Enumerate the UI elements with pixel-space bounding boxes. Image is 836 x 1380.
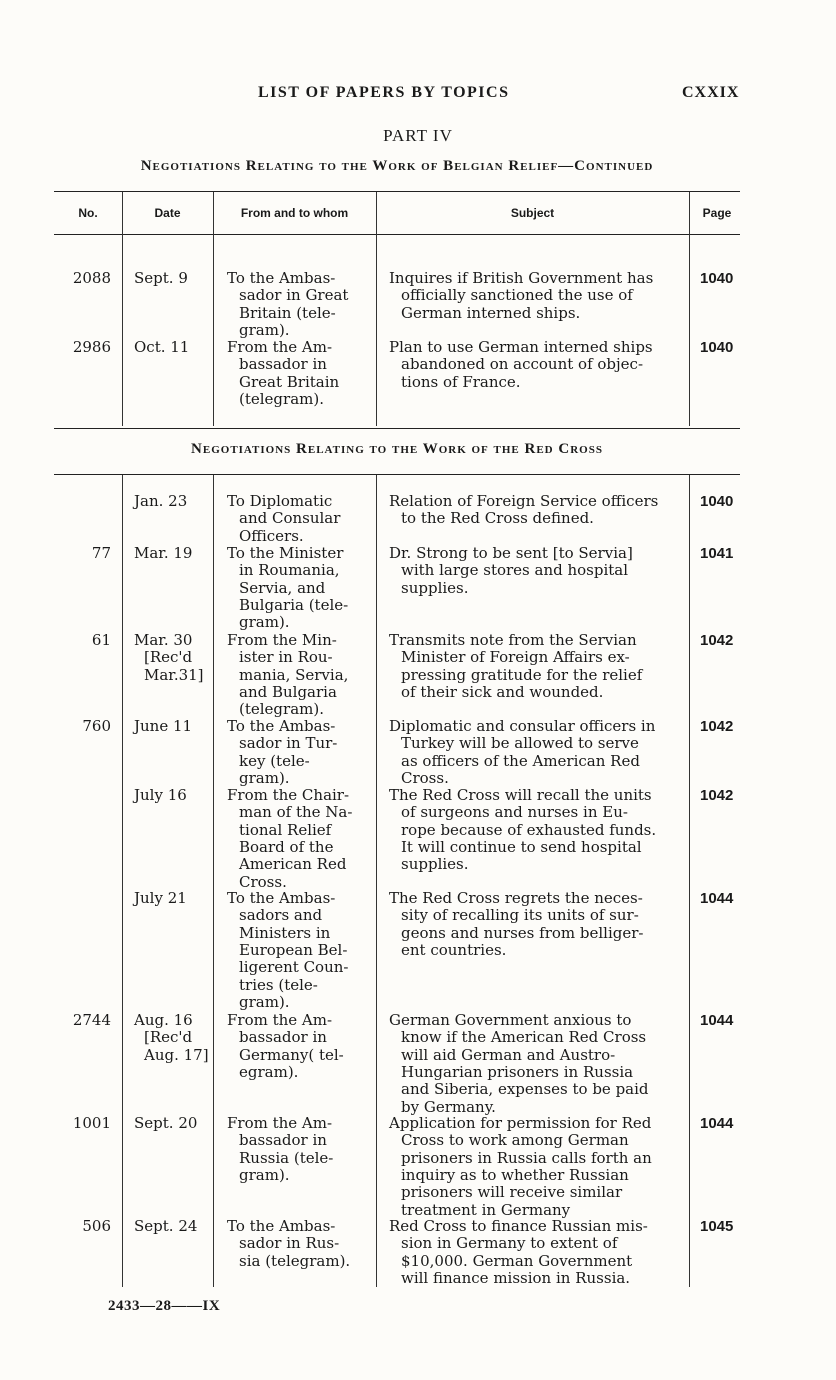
- entry-from-to: To Diplomatic: [227, 492, 333, 510]
- entry-from-to: Russia (tele-: [239, 1148, 334, 1167]
- col-divider: [213, 192, 214, 426]
- entry-from-to: From the Am-: [227, 1011, 333, 1029]
- section-rule: [54, 428, 740, 429]
- entry-subject: supplies.: [401, 855, 469, 874]
- entry-from-to: ligerent Coun-: [239, 958, 349, 977]
- entry-from-to: Servia, and: [239, 578, 326, 597]
- header-rule: [54, 234, 740, 235]
- entry-from-to: From the Am-: [227, 1114, 333, 1132]
- entry-from-to: To the Minister: [227, 544, 344, 562]
- entry-subject: sion in Germany to extent of: [401, 1234, 618, 1253]
- entry-number: 2744: [72, 1011, 111, 1029]
- entry-subject: Diplomatic and consular officers in: [389, 717, 656, 735]
- entry-from-to: To the Ambas-: [227, 717, 336, 735]
- entry-from-to: sadors and: [239, 906, 323, 925]
- entry-from-to: European Bel-: [239, 940, 348, 959]
- entry-page: 1042: [700, 718, 734, 735]
- entry-subject: Turkey will be allowed to serve: [401, 734, 639, 753]
- entry-page: 1045: [700, 1218, 734, 1235]
- entry-from-to: mania, Servia,: [239, 665, 349, 684]
- entry-subject: with large stores and hospital: [401, 561, 629, 580]
- entry-from-to: sador in Rus-: [239, 1234, 340, 1253]
- table-top-rule: [54, 191, 740, 192]
- entry-from-to: bassador in: [239, 1028, 327, 1047]
- entry-from-to: gram).: [239, 613, 290, 632]
- entry-from-to: Britain (tele-: [239, 303, 336, 322]
- entry-date: Mar. 19: [134, 544, 193, 562]
- page-number: CXXIX: [682, 84, 740, 101]
- entry-subject: Transmits note from the Servian: [389, 631, 637, 649]
- entry-page: 1044: [700, 1012, 734, 1029]
- entry-date: [Rec'd: [144, 648, 193, 667]
- entry-subject: supplies.: [401, 578, 469, 597]
- entry-subject: know if the American Red Cross: [401, 1028, 647, 1047]
- entry-subject: tions of France.: [401, 372, 521, 391]
- col-header-no: No.: [78, 206, 98, 220]
- entry-date: Aug. 16: [134, 1011, 193, 1029]
- entry-number: 506: [82, 1217, 111, 1235]
- entry-date: Sept. 9: [134, 269, 188, 287]
- entry-date: Sept. 20: [134, 1114, 198, 1132]
- entry-from-to: key (tele-: [239, 751, 310, 770]
- entry-from-to: gram).: [239, 992, 290, 1011]
- entry-subject: Application for permission for Red: [389, 1114, 652, 1132]
- col-divider: [213, 475, 214, 1287]
- entry-date: July 16: [134, 786, 187, 804]
- entry-date: [Rec'd: [144, 1028, 193, 1047]
- entry-page: 1040: [700, 493, 734, 510]
- entry-from-to: tries (tele-: [239, 975, 318, 994]
- entry-subject: Dr. Strong to be sent [to Servia]: [389, 544, 633, 562]
- entry-subject: sity of recalling its units of sur-: [401, 906, 639, 925]
- entry-subject: will aid German and Austro-: [401, 1045, 616, 1064]
- entry-from-to: To the Ambas-: [227, 889, 336, 907]
- entry-subject: to the Red Cross defined.: [401, 509, 594, 528]
- print-signature: 2433—28——IX: [108, 1298, 221, 1314]
- entry-subject: The Red Cross will recall the units: [389, 786, 652, 804]
- running-title: LIST OF PAPERS BY TOPICS: [258, 84, 510, 101]
- entry-from-to: gram).: [239, 320, 290, 339]
- entry-subject: Red Cross to finance Russian mis-: [389, 1217, 648, 1235]
- entry-subject: abandoned on account of objec-: [401, 355, 644, 374]
- entry-from-to: sia (telegram).: [239, 1251, 351, 1270]
- entry-number: 61: [91, 631, 111, 649]
- entry-subject: of their sick and wounded.: [401, 682, 604, 701]
- entry-subject: as officers of the American Red: [401, 751, 640, 770]
- entry-from-to: in Roumania,: [239, 561, 340, 580]
- entry-number: 1001: [72, 1114, 111, 1132]
- entry-number: 2088: [72, 269, 111, 287]
- entry-subject: Inquires if British Government has: [389, 269, 654, 287]
- col-header-page: Page: [702, 206, 732, 220]
- entry-date: Oct. 11: [134, 338, 190, 356]
- entry-page: 1044: [700, 890, 734, 907]
- col-header-subject: Subject: [510, 206, 555, 220]
- entry-subject: German interned ships.: [401, 303, 581, 322]
- entry-from-to: sador in Great: [239, 286, 349, 305]
- entry-subject: inquiry as to whether Russian: [401, 1165, 629, 1184]
- entry-from-to: (telegram).: [239, 700, 324, 719]
- entry-from-to: From the Min-: [227, 631, 337, 649]
- entry-subject: ent countries.: [401, 940, 507, 959]
- entry-date: Mar. 30: [134, 631, 193, 649]
- entry-from-to: egram).: [239, 1062, 299, 1081]
- entry-subject: officially sanctioned the use of: [401, 286, 633, 305]
- entry-from-to: To the Ambas-: [227, 1217, 336, 1235]
- entry-number: 760: [82, 717, 111, 735]
- entry-from-to: bassador in: [239, 355, 327, 374]
- section-title-redcross: Negotiations Relating to the Work of the Red Cross: [191, 441, 603, 457]
- entry-from-to: Ministers in: [239, 923, 331, 942]
- entry-from-to: Officers.: [239, 526, 304, 545]
- entry-from-to: (telegram).: [239, 389, 324, 408]
- entry-from-to: sador in Tur-: [239, 734, 338, 753]
- entry-from-to: gram).: [239, 1165, 290, 1184]
- entry-from-to: From the Chair-: [227, 786, 350, 804]
- entry-from-to: man of the Na-: [239, 803, 353, 822]
- col-divider: [122, 475, 123, 1287]
- entry-subject: will finance mission in Russia.: [401, 1268, 631, 1287]
- entry-subject: prisoners in Russia calls forth an: [401, 1148, 652, 1167]
- section-title-belgian: Negotiations Relating to the Work of Belgian Relief—Continued: [140, 158, 654, 174]
- col-header-date: Date: [154, 206, 181, 220]
- entry-from-to: From the Am-: [227, 338, 333, 356]
- entry-page: 1044: [700, 1115, 734, 1132]
- entry-subject: Plan to use German interned ships: [389, 338, 653, 356]
- entry-from-to: Great Britain: [239, 372, 340, 391]
- entry-page: 1042: [700, 632, 734, 649]
- entry-from-to: Board of the: [239, 837, 334, 856]
- entry-number: 2986: [72, 338, 111, 356]
- entry-date: Aug. 17]: [144, 1045, 209, 1064]
- entry-date: July 21: [134, 889, 187, 907]
- entry-subject: German Government anxious to: [389, 1011, 632, 1029]
- part-title: PART IV: [383, 126, 453, 145]
- entry-subject: It will continue to send hospital: [401, 837, 642, 856]
- entry-subject: geons and nurses from belliger-: [401, 923, 644, 942]
- entry-subject: pressing gratitude for the relief: [401, 665, 643, 684]
- entry-date: Jan. 23: [134, 492, 188, 510]
- entry-subject: $10,000. German Government: [401, 1251, 633, 1270]
- entry-date: Mar.31]: [144, 665, 204, 684]
- col-header-from: From and to whom: [240, 206, 349, 220]
- entry-from-to: ister in Rou-: [239, 648, 333, 667]
- entry-subject: treatment in Germany: [401, 1200, 571, 1219]
- entry-subject: Cross to work among German: [401, 1131, 629, 1150]
- col-divider: [122, 192, 123, 426]
- entry-page: 1040: [700, 339, 734, 356]
- entry-from-to: and Bulgaria: [239, 682, 337, 701]
- entry-from-to: American Red: [239, 855, 347, 874]
- entry-from-to: tional Relief: [239, 820, 332, 839]
- entry-subject: of surgeons and nurses in Eu-: [401, 803, 628, 822]
- entry-number: 77: [91, 544, 111, 562]
- entry-from-to: Germany( tel-: [239, 1045, 344, 1064]
- entry-subject: rope because of exhausted funds.: [401, 820, 657, 839]
- entry-subject: by Germany.: [401, 1097, 496, 1116]
- entry-from-to: bassador in: [239, 1131, 327, 1150]
- entry-from-to: gram).: [239, 768, 290, 787]
- entry-subject: Relation of Foreign Service officers: [389, 492, 659, 510]
- entry-date: June 11: [134, 717, 193, 735]
- entry-from-to: Cross.: [239, 872, 287, 891]
- entry-subject: Hungarian prisoners in Russia: [401, 1062, 634, 1081]
- entry-from-to: and Consular: [239, 509, 341, 528]
- entry-page: 1042: [700, 787, 734, 804]
- entry-subject: and Siberia, expenses to be paid: [401, 1080, 649, 1099]
- entry-from-to: To the Ambas-: [227, 269, 336, 287]
- section-rule: [54, 474, 740, 475]
- entry-subject: Cross.: [401, 768, 449, 787]
- entry-subject: The Red Cross regrets the neces-: [389, 889, 643, 907]
- entry-date: Sept. 24: [134, 1217, 198, 1235]
- entry-page: 1041: [700, 545, 734, 562]
- entry-from-to: Bulgaria (tele-: [239, 595, 349, 614]
- entry-subject: Minister of Foreign Affairs ex-: [401, 648, 630, 667]
- entry-subject: prisoners will receive similar: [401, 1183, 623, 1202]
- entry-page: 1040: [700, 270, 734, 287]
